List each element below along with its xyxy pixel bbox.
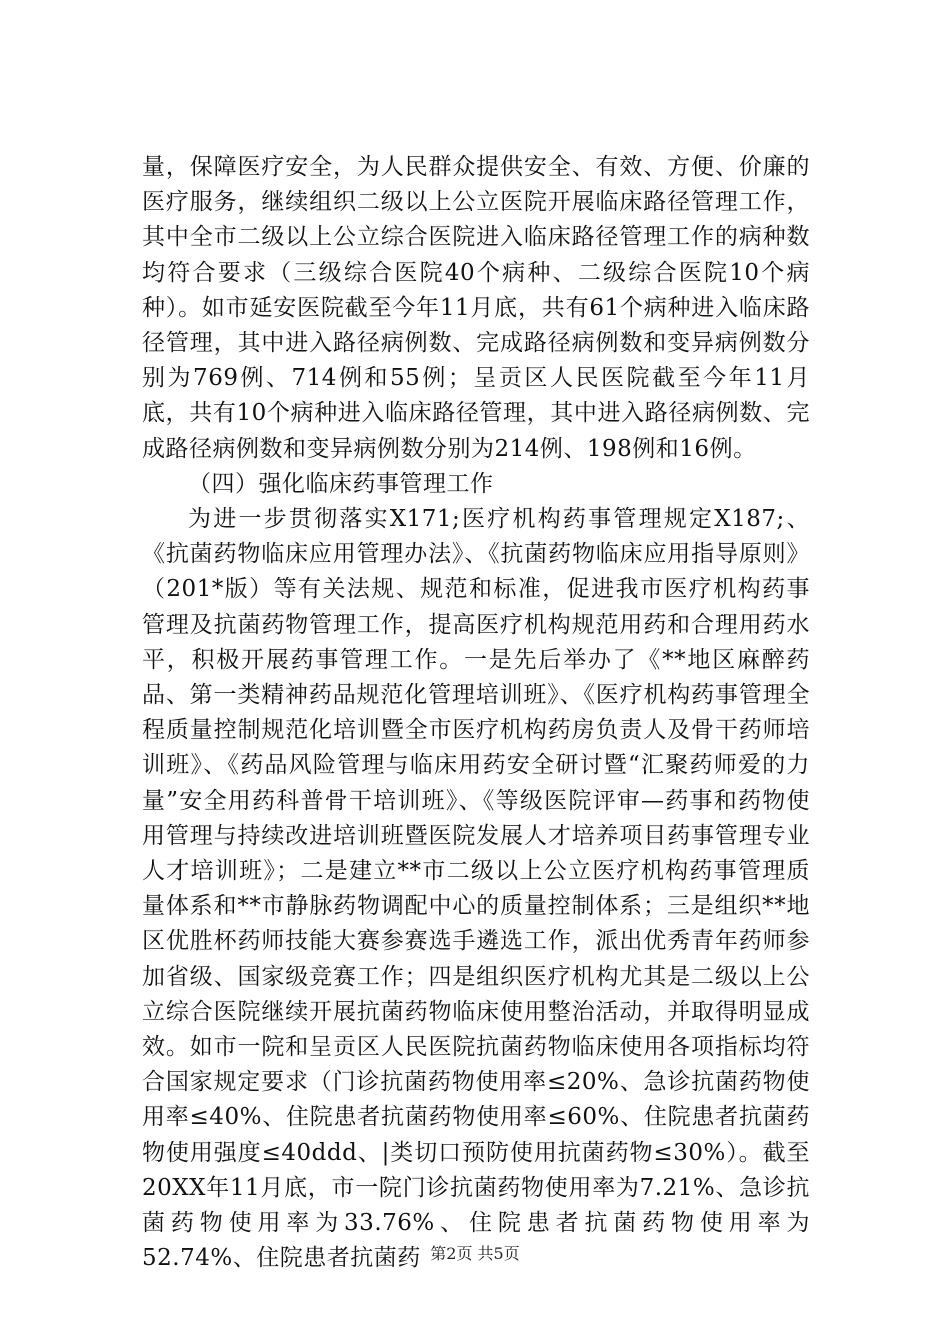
document-body xyxy=(142,150,810,1277)
section-heading-pharmacy-management: （四）强化临床药事管理工作 xyxy=(188,470,494,497)
paragraph-clinical-pathway: 量，保障医疗安全，为人民群众提供安全、有效、方便、价廉的医疗服务，继续组织二级以上公立医院开展临床路径管理工作，其中全市二级以上公立综合医院进入临床路径管理工作的病种数均符合要求（三级综合医院40个病种、二级综合医院10个病种）。如市延安医院截至今年11月底，共有61个病种进入临床路径管理，其中进入路径病例数、完成路径病例数和变异病例数分别为769例、714例和55例；呈贡区人民医院截至今年11月底，共有10个病种进入临床路径管理，其中进入路径病例数、完成路径病例数和变异病例数分别为214例、198例和16例。 xyxy=(142,154,810,462)
page-footer: 第2页 共5页 xyxy=(430,1244,520,1263)
paragraph-pharmacy-management: 为进一步贯彻落实X171;医疗机构药事管理规定X187;、《抗菌药物临床应用管理办法》、《抗菌药物临床应用指导原则》（201*版）等有关法规、规范和标准，促进我市医疗机构药事管理及抗菌药物管理工作，提高医疗机构规范用药和合理用药水平，积极开展药事管理工作。一是先后举办了《**地区麻醉药品、第一类精神药品规范化管理培训班》、《医疗机构药事管理全程质量控制规范化培训暨全市医疗机构药房负责人及骨干药师培训班》、《药品风险管理与临床用药安全研讨暨“汇聚药师爱的力量”安全用药科普骨干培训班》、《等级医院评审—药事和药物使用管理与持续改进培训班暨医院发展人才培养项目药事管理专业人才培训班》；二是建立**市二级以上公立医疗机构药事管理质量体系和**市静脉药物调配中心的质量控制体系；三是组织**地区优胜杯药师技能大赛参赛选手遴选工作，派出优秀青年药师参加省级、国家级竞赛工作；四是组织医疗机构尤其是二级以上公立综合医院继续开展抗菌药物临床使用整治活动，并取得明显成效。如市一院和呈贡区人民医院抗菌药物临床使用各项指标均符合国家规定要求（门诊抗菌药物使用率≤20%、急诊抗菌药物使用率≤40%、住院患者抗菌药物使用率≤60%、住院患者抗菌药物使用强度≤40ddd、|类切口预防使用抗菌药物≤30%）。截至20XX年11月底，市一院门诊抗菌药物使用率为7.21%、急诊抗菌药物使用率为33.76%、住院患者抗菌药物使用率为52.74%、住院患者抗菌药 xyxy=(142,506,810,1272)
